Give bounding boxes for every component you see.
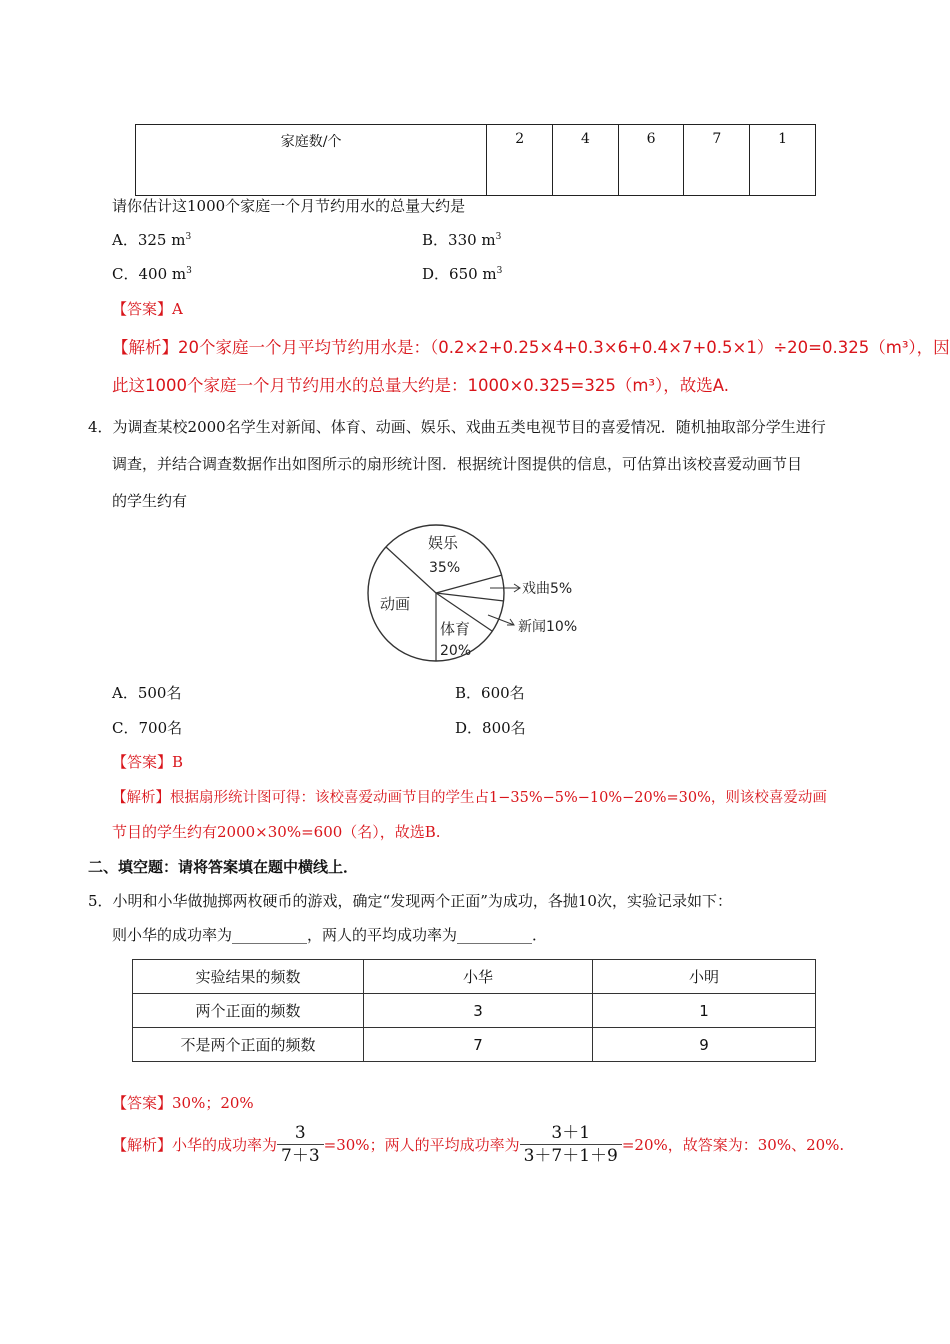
q4-option-c: C．700名 [112,719,183,737]
q4-option-b: B．600名 [455,684,525,702]
q3-analysis-line2: 此这1000个家庭一个月节约用水的总量大约是：1000×0.325=325（m³），故选A. [112,376,730,395]
q4-analysis-line2: 节目的学生约有2000×30%=600（名），故选B. [112,823,441,841]
table-header: 小明 [593,960,816,994]
table-header: 实验结果的频数 [133,960,364,994]
q4-option-a: A．500名 [112,684,182,702]
table-cell: 1 [593,994,816,1028]
q3-option-a: A．325 $m^3$ [112,231,192,249]
q4-line3: 的学生约有 [112,492,188,510]
label-sports: 体育 [440,620,471,638]
table-cell: 1 [750,125,816,196]
table-header: 小华 [364,960,593,994]
q3-option-c: C．400 $m^3$ [112,265,192,283]
table-cell: 7 [684,125,750,196]
table-cell: 3 [364,994,593,1028]
q4-line2: 调查，并结合调查数据作出如图所示的扇形统计图．根据统计图提供的信息，可估算出该校喜爱动画节目 [112,455,803,473]
table-cell-label: 家庭数/个 [136,125,487,196]
q4-option-d: D．800名 [455,719,526,737]
q5-answer: 【答案】30%；20% [112,1094,254,1112]
table-cell: 7 [364,1028,593,1062]
q4-analysis-line1: 【解析】根据扇形统计图可得：该校喜爱动画节目的学生占1−35%−5%−10%−20%=30%，则该校喜爱动画 [112,790,827,806]
q4-answer: 【答案】B [112,753,184,771]
label-entertainment-pct: 35% [429,560,461,576]
pie-chart [360,515,600,670]
q3-question: 请你估计这1000个家庭一个月节约用水的总量大约是 [112,197,466,215]
fraction-1: $\frac{3}{7+3}$ [277,1122,324,1167]
q3-analysis-line1: 【解析】20个家庭一个月平均节约用水是：（0.2×2+0.25×4+0.3×6+0.4×7+0.5×1）÷20=0.325（m³），因 [112,338,950,357]
label-opera: 戏曲5% [522,581,573,597]
q3-answer: 【答案】A [112,300,183,318]
fraction-2: $\frac{3+1}{3+7+1+9}$ [520,1122,622,1167]
q3-option-d: D．650 $m^3$ [422,265,503,283]
table-cell: 9 [593,1028,816,1062]
label-news: 新闻10% [518,619,578,635]
table-cell: 6 [618,125,684,196]
table-cell: 两个正面的频数 [133,994,364,1028]
coin-experiment-table [132,959,816,1062]
table-cell: 4 [553,125,619,196]
table-cell: 不是两个正面的频数 [133,1028,364,1062]
label-entertainment: 娱乐 [428,534,459,552]
q5-analysis: 【解析】小华的成功率为 $\frac{3}{7+3}$ =30%；两人的平均成功率为 $\frac{3+1}{3+7+1+9}$ =20%，故答案为：30%、20%. [112,1123,845,1166]
q4-line1: 4．为调查某校2000名学生对新闻、体育、动画、娱乐、戏曲五类电视节目的喜爱情况．随机抽取部分学生进行 [88,418,826,436]
label-animation: 动画 [380,595,411,613]
q5-line2: 则小华的成功率为__________，两人的平均成功率为__________． [112,926,548,944]
pie-divider-ent-opera [436,575,502,593]
section-heading: 二、填空题：请将答案填在题中横线上． [88,858,359,876]
label-sports-pct: 20% [440,643,472,659]
table-cell: 2 [487,125,553,196]
q3-option-b: B．330 $m^3$ [422,231,502,249]
q5-line1: 5．小明和小华做抛掷两枚硬币的游戏，确定“发现两个正面”为成功，各抛10次，实验记录如下： [88,892,732,910]
family-count-table [135,124,816,196]
